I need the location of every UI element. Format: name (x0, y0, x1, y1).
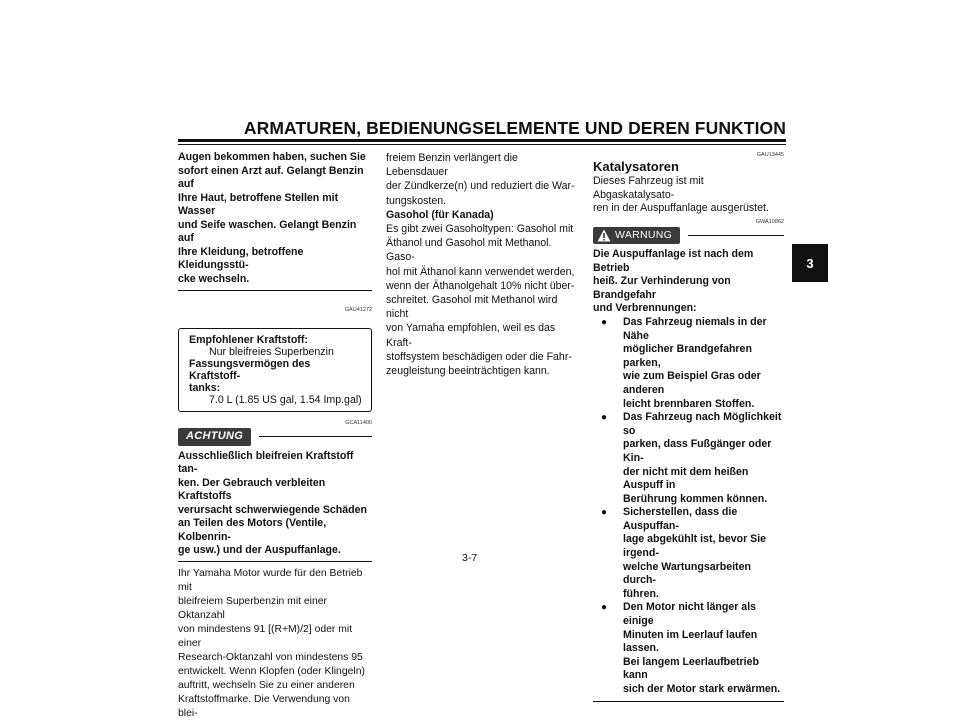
text-line: sofort einen Arzt auf. Gelangt Benzin auf (178, 164, 364, 190)
text-line: cke wechseln. (178, 272, 250, 285)
text-line: Minuten im Leerlauf laufen lassen. (623, 628, 758, 655)
bullet-icon: ● (601, 316, 608, 328)
text-line: wie zum Beispiel Gras oder anderen (623, 370, 761, 396)
text-line: welche Wartungsarbeiten durch- (623, 560, 751, 587)
box-value: Nur bleifreies Superbenzin (209, 346, 334, 358)
page-number: 3-7 (462, 552, 478, 564)
warning-text (593, 248, 784, 697)
text-line: verursacht schwerwiegende Schäden (178, 503, 367, 516)
column-2 (386, 151, 578, 378)
chapter-tab: 3 (792, 244, 828, 282)
text-line: Berührung kommen können. (623, 492, 768, 505)
section-rule (178, 561, 372, 562)
page-title: ARMATUREN, BEDIENUNGSELEMENTE UND DEREN FUNKTION (243, 118, 786, 138)
text-line: entwickelt. Wenn Klopfen (oder Klingeln) (178, 665, 365, 677)
text-line: Ihr Yamaha Motor wurde für den Betrieb mit (178, 567, 363, 593)
text-line: der Zündkerze(n) und reduziert die War- (386, 180, 575, 193)
text-line: ken. Der Gebrauch verbleiten Kraftstoffs (178, 476, 326, 502)
warning-rule (688, 235, 784, 236)
warning-label (593, 227, 680, 245)
text-line: bleifreiem Superbenzin mit einer Oktanzahl (178, 595, 328, 621)
caution-rule (259, 436, 372, 437)
text-line: und Seife waschen. Gelangt Benzin auf (178, 218, 357, 244)
text-line: Ihre Kleidung, betroffene Kleidungsstü- (178, 245, 304, 271)
list-item (593, 411, 784, 506)
warning-label-text: WARNUNG (615, 228, 673, 241)
text-line: Die Auspuffanlage ist nach dem Betrieb (593, 248, 754, 274)
text-line: Research-Oktanzahl von mindestens 95 (178, 651, 363, 663)
caution-text (178, 450, 372, 558)
list-item (593, 316, 784, 411)
text-line: hol mit Äthanol kann verwendet werden, (386, 265, 575, 278)
box-label: Empfohlener Kraftstoff: (189, 334, 308, 346)
text-line: Das Fahrzeug nach Möglichkeit so (623, 411, 782, 437)
warning-triangle-icon (597, 229, 611, 242)
text-line: Es gibt zwei Gasoholtypen: Gasohol mit (386, 223, 574, 236)
box-label: Fassungsvermögen des Kraftstoff- (189, 358, 311, 382)
text-line: der nicht mit dem heißen Auspuff in (623, 465, 749, 492)
text-line: ren in der Auspuffanlage ausgerüstet. (593, 202, 769, 214)
text-line: heiß. Zur Verhinderung von Brandgefahr (593, 275, 731, 301)
title-rule-thin (178, 144, 786, 145)
text-line: Äthanol und Gasohol mit Methanol. Gaso- (386, 237, 552, 264)
warning-header (593, 227, 784, 245)
text-line: auftritt, wechseln Sie zu einer anderen (178, 679, 355, 691)
column-1 (178, 151, 372, 721)
caution-header (178, 428, 372, 446)
text-line: schreitet. Gasohol mit Methanol wird nicht (386, 294, 558, 321)
text-line: Kraftstoffmarke. Die Verwendung von blei- (178, 693, 350, 719)
text-line: Ausschließlich bleifreien Kraftstoff tan- (178, 449, 354, 475)
reference-code: GAU13445 (756, 152, 784, 158)
text-line: und Verbrennungen: (593, 302, 697, 315)
bullet-icon: ● (601, 602, 608, 614)
text-line: Das Fahrzeug niemals in der Nähe (623, 315, 767, 342)
text-line: Ihre Haut, betroffene Stellen mit Wasser (178, 191, 339, 217)
text-line: lage abgekühlt ist, bevor Sie irgend- (623, 533, 767, 560)
text-line: Sicherstellen, dass die Auspuffan- (623, 506, 738, 532)
text-line: tungskosten. (386, 194, 447, 207)
section-heading: Katalysatoren (593, 159, 679, 174)
bullet-icon: ● (601, 507, 608, 519)
text-line: Bei langem Leerlaufbetrieb kann (623, 655, 759, 682)
column-3 (593, 152, 784, 702)
subheading: Gasohol (für Kanada) (386, 208, 494, 221)
reference-code: GAU41272 (344, 307, 372, 313)
text-line: ge usw.) und der Auspuffanlage. (178, 544, 341, 556)
text-line: möglicher Brandgefahren parken, (623, 343, 752, 369)
text-line: parken, dass Fußgänger oder Kin- (623, 438, 772, 464)
list-item (593, 506, 784, 601)
text-line: wenn der Äthanolgehalt 10% nicht über- (386, 279, 575, 292)
text-line: führen. (623, 587, 659, 600)
body-text (178, 567, 372, 721)
text-line: von mindestens 91 [(R+M)/2] oder mit einer (178, 623, 353, 649)
caution-label: ACHTUNG (178, 428, 251, 446)
text-line: von Yamaha empfohlen, weil es das Kraft- (386, 322, 556, 349)
text-line: Den Motor nicht länger als einige (623, 601, 757, 628)
box-label: tanks: (189, 382, 221, 394)
reference-code: GCA11400 (345, 420, 372, 426)
fuel-spec-box (178, 328, 372, 412)
section-rule (178, 290, 372, 291)
box-value: 7.0 L (1.85 US gal, 1.54 Imp.gal) (209, 394, 362, 406)
warning-continuation (178, 151, 372, 286)
text-line: Dieses Fahrzeug ist mit Abgaskatalysato- (593, 175, 704, 201)
list-item (593, 601, 784, 696)
text-line: freiem Benzin verlängert die Lebensdauer (386, 152, 518, 179)
text-line: Augen bekommen haben, suchen Sie (178, 151, 366, 163)
title-rule (178, 139, 786, 142)
text-line: stoffsystem beschädigen oder die Fahr- (386, 350, 572, 363)
text-line: sich der Motor stark erwärmen. (623, 683, 781, 695)
reference-code: GWA10862 (755, 218, 784, 225)
section-rule (593, 701, 784, 702)
bullet-icon: ● (601, 412, 608, 424)
text-line: zeugleistung beeinträchtigen kann. (386, 365, 550, 378)
text-line: leicht brennbaren Stoffen. (623, 397, 755, 410)
text-line: an Teilen des Motors (Ventile, Kolbenrin- (178, 517, 327, 543)
